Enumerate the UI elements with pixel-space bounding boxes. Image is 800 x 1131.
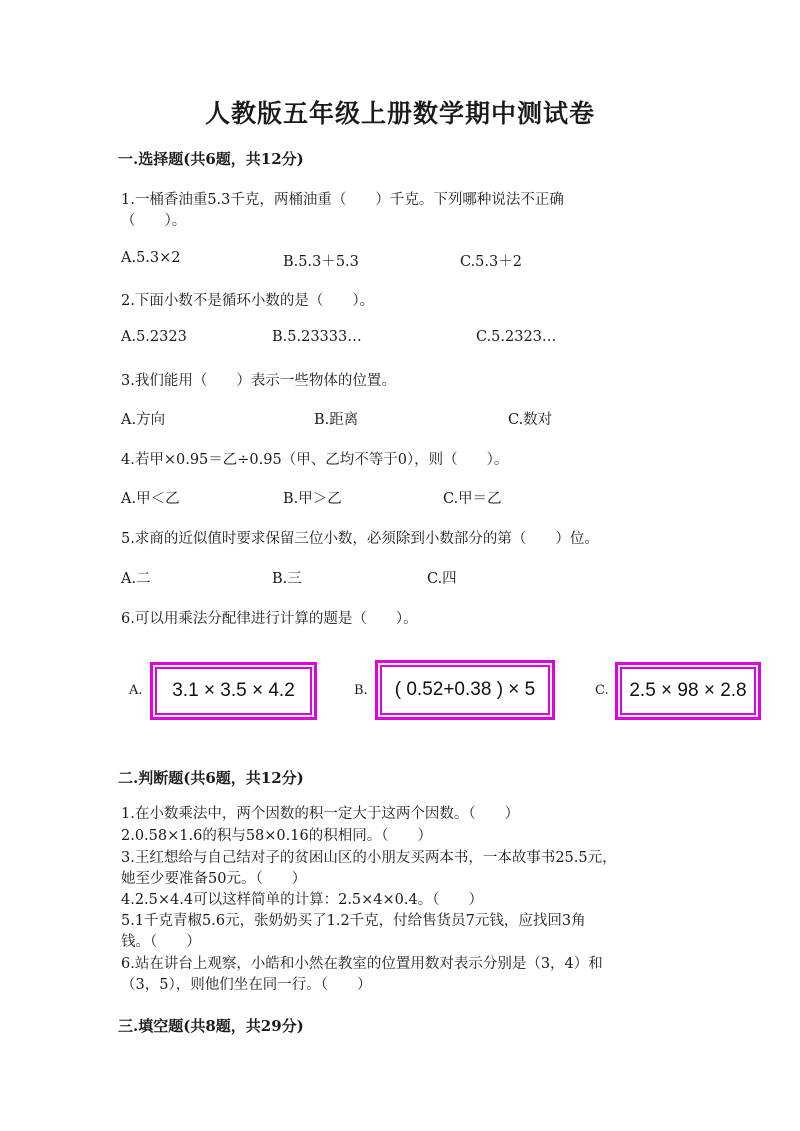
- q6-text: 6.可以用乘法分配律进行计算的题是（ ）。: [121, 611, 418, 627]
- q3-text: 3.我们能用（ ）表示一些物体的位置。: [121, 373, 396, 389]
- q5-option-b: B.三: [272, 571, 302, 587]
- judge-line-1: 1.在小数乘法中，两个因数的积一定大于这两个因数。（ ）: [121, 806, 520, 822]
- q6-option-b-box: [375, 660, 555, 720]
- q2-option-c: C.5.2323…: [476, 329, 557, 345]
- q1-option-b: B.5.3＋5.3: [283, 254, 359, 270]
- judge-line-8: 6.站在讲台上观察，小皓和小然在教室的位置用数对表示分别是（3，4）和: [121, 956, 603, 972]
- q3-option-a: A.方向: [121, 412, 166, 428]
- judge-line-2: 2.0.58×1.6的积与58×0.16的积相同。（ ）: [121, 828, 432, 844]
- section3-heading: 三.填空题(共8题，共29分): [118, 1017, 304, 1035]
- q4-option-a: A.甲＜乙: [121, 491, 180, 507]
- q6-option-c-expression: 2.5 × 98 × 2.8: [620, 667, 756, 715]
- judge-line-9: （3，5），则他们坐在同一行。（ ）: [121, 977, 372, 993]
- judge-line-6: 5.1千克青椒5.6元，张奶奶买了1.2千克，付给售货员7元钱，应找回3角: [121, 913, 586, 929]
- section1-heading: 一.选择题(共6题，共12分): [118, 150, 304, 168]
- q5-option-c: C.四: [427, 571, 457, 587]
- q5-option-a: A.二: [121, 571, 151, 587]
- judge-line-5: 4.2.5×4.4可以这样简单的计算：2.5×4×0.4。（ ）: [121, 892, 483, 908]
- q6-option-c-box: [615, 662, 761, 720]
- q1-text-line1: 1.一桶香油重5.3千克，两桶油重（ ）千克。下列哪种说法不正确: [121, 192, 564, 208]
- q3-option-c: C.数对: [508, 412, 553, 428]
- q5-text: 5.求商的近似值时要求保留三位小数，必须除到小数部分的第（ ）位。: [121, 531, 599, 547]
- q6-option-c-label: C.: [595, 683, 609, 698]
- q4-text: 4.若甲×0.95＝乙÷0.95（甲、乙均不等于0），则（ ）。: [121, 452, 509, 468]
- q6-option-b-expression: ( 0.52+0.38 ) × 5: [380, 665, 550, 715]
- judge-line-4: 她至少要准备50元。（ ）: [121, 871, 307, 887]
- q4-option-b: B.甲＞乙: [283, 491, 342, 507]
- q2-option-b: B.5.23333…: [272, 329, 362, 345]
- page-title: 人教版五年级上册数学期中测试卷: [204, 99, 595, 128]
- q6-option-a-label: A.: [129, 683, 143, 698]
- q3-option-b: B.距离: [314, 412, 359, 428]
- judge-line-7: 钱。（ ）: [121, 934, 201, 950]
- q6-option-b-label: B.: [354, 683, 368, 698]
- q6-option-a-box: [150, 662, 317, 720]
- q2-option-a: A.5.2323: [121, 329, 187, 345]
- q4-option-c: C.甲＝乙: [443, 491, 502, 507]
- q1-text-line2: （ ）。: [121, 213, 187, 229]
- judge-line-3: 3.王红想给与自己结对子的贫困山区的小朋友买两本书，一本故事书25.5元，: [121, 850, 617, 866]
- q1-option-c: C.5.3＋2: [460, 254, 522, 270]
- q2-text: 2.下面小数不是循环小数的是（ ）。: [121, 293, 375, 309]
- q1-option-a: A.5.3×2: [121, 250, 181, 266]
- q6-option-a-expression: 3.1 × 3.5 × 4.2: [155, 667, 312, 715]
- section2-heading: 二.判断题(共6题，共12分): [118, 769, 304, 787]
